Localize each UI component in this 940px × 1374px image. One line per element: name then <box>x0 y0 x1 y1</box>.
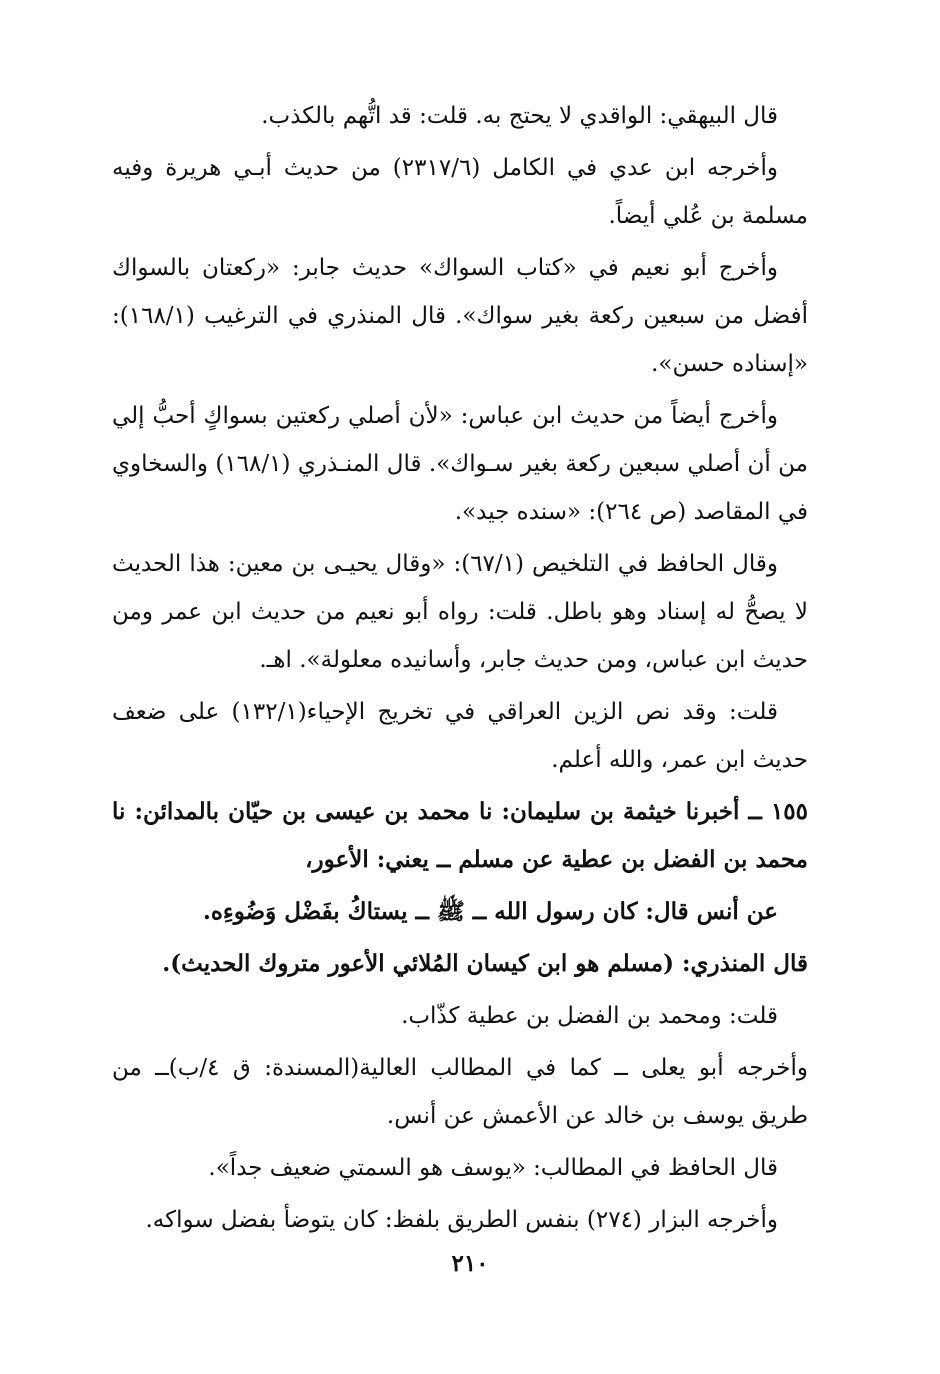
page-body <box>112 92 808 1248</box>
paragraph-5: وقال الحافظ في التلخيص (٦٧/١): «وقال يحيـى بن معين: هذا الحديث لا يصحُّ له إسناد وهو باطل. قلت: رواه أبو نعيم من حديث ابن عمر ومن حديث ابن عباس، ومن حديث جابر، وأسانيده معلولة». اهـ. <box>112 551 808 673</box>
paragraph-11: وأخرجه أبو يعلى ــ كما في المطالب العالية(المسندة: ق ٤/ب)ــ من طريق يوسف بن خالد عن الأعمش عن أنس. <box>112 1055 808 1129</box>
paragraph-3: وأخرج أبو نعيم في «كتاب السواك» حديث جابر: «ركعتان بالسواك أفضل من سبعين ركعة بغير سواك». قال المنذري في الترغيب (١٦٨/١): «إسناده حسن». <box>112 255 808 377</box>
hadith-155-isnad: ١٥٥ ــ أخبرنا خيثمة بن سليمان: نا محمد بن عيسى بن حيّان بالمدائن: نا محمد بن الفضل بن عطية عن مسلم ــ يعني: الأعور، <box>112 798 808 873</box>
paragraph-1: قال البيهقي: الواقدي لا يحتج به. قلت: قد اتُّهم بالكذب. <box>261 103 778 129</box>
paragraph-12: قال الحافظ في المطالب: «يوسف هو السمتي ضعيف جداً». <box>208 1155 778 1181</box>
paragraph-4: وأخرج أيضاً من حديث ابن عباس: «لأن أصلي ركعتين بسواكٍ أحبُّ إلي من أن أصلي سبعين ركعة بغير سـواك». قال المنـذري (١٦٨/١) والسخاوي في المقاصد (ص ٢٦٤): «سنده جيد». <box>112 403 808 525</box>
paragraph-6: قلت: وقد نص الزين العراقي في تخريج الإحياء(١٣٢/١) على ضعف حديث ابن عمر، والله أعلم. <box>112 699 808 773</box>
paragraph-13: وأخرجه البزار (٢٧٤) بنفس الطريق بلفظ: كان يتوضأ بفضل سواكه. <box>145 1207 778 1233</box>
paragraph-10: قلت: ومحمد بن الفضل بن عطية كذّاب. <box>401 1003 778 1029</box>
page-number: ٢١٠ <box>451 1250 489 1277</box>
paragraph-2: وأخرجه ابن عدي في الكامل (٢٣١٧/٦) من حديث أبـي هريرة وفيه مسلمة بن عُلي أيضاً. <box>112 155 808 229</box>
mundhiri-comment: قال المنذري: (مسلم هو ابن كيسان المُلائي الأعور متروك الحديث). <box>162 950 808 977</box>
hadith-155-matn: عن أنس قال: كان رسول الله ــ ﷺ ــ يستاكُ بفَضْل وَضُوءِه. <box>202 898 778 925</box>
